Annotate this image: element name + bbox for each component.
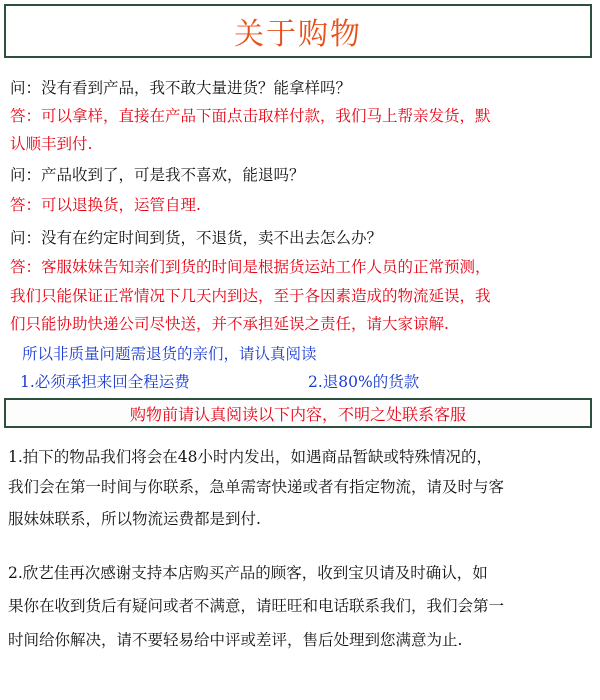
title-box — [4, 4, 592, 58]
faq-question-3: 问：没有在约定时间到货，不退货，卖不出去怎么办？ — [10, 229, 383, 247]
notice-1-line-3: 服妹妹联系，所以物流运费都是到付. — [8, 510, 261, 528]
notice-2-line-2: 果你在收到货后有疑问或者不满意，请旺旺和电话联系我们，我们会第一 — [8, 597, 505, 615]
faq-answer-1-line-2: 认顺丰到付. — [10, 135, 93, 153]
faq-answer-3-line-1: 答：客服妹妹告知亲们到货的时间是根据货运站工作人员的正常预测， — [10, 258, 491, 276]
faq-answer-3-line-3: 们只能协助快递公司尽快送，并不承担延误之责任，请大家谅解. — [10, 315, 449, 333]
notice-2-line-3: 时间给你解决，请不要轻易给中评或差评，售后处理到您满意为止. — [8, 631, 463, 649]
returns-heading: 所以非质量问题需退货的亲们，请认真阅读 — [22, 345, 317, 363]
faq-answer-3-line-2: 我们只能保证正常情况下几天内到达，至于各因素造成的物流延误，我 — [10, 287, 491, 305]
faq-answer-1-line-1: 答：可以拿样，直接在产品下面点击取样付款，我们马上帮亲发货，默 — [10, 107, 491, 125]
returns-item-1: 1.必须承担来回全程运费 — [20, 373, 190, 391]
notice-bar — [4, 398, 592, 428]
notice-bar-text: 购物前请认真阅读以下内容，不明之处联系客服 — [129, 404, 466, 424]
page-title: 关于购物 — [234, 17, 362, 52]
returns-item-2: 2.退80%的货款 — [308, 373, 420, 391]
faq-answer-2: 答：可以退换货，运管自理. — [10, 196, 201, 214]
notice-1-line-1: 1.拍下的物品我们将会在48小时内发出，如遇商品暂缺或特殊情况的， — [8, 448, 493, 466]
faq-question-1: 问：没有看到产品，我不敢大量进货？能拿样吗？ — [10, 79, 352, 97]
notice-1-line-2: 我们会在第一时间与你联系，急单需寄快递或者有指定物流，请及时与客 — [8, 478, 505, 496]
notice-2-line-1: 2.欣艺佳再次感谢支持本店购买产品的顾客，收到宝贝请及时确认，如 — [8, 564, 488, 582]
faq-question-2: 问：产品收到了，可是我不喜欢，能退吗？ — [10, 166, 305, 184]
